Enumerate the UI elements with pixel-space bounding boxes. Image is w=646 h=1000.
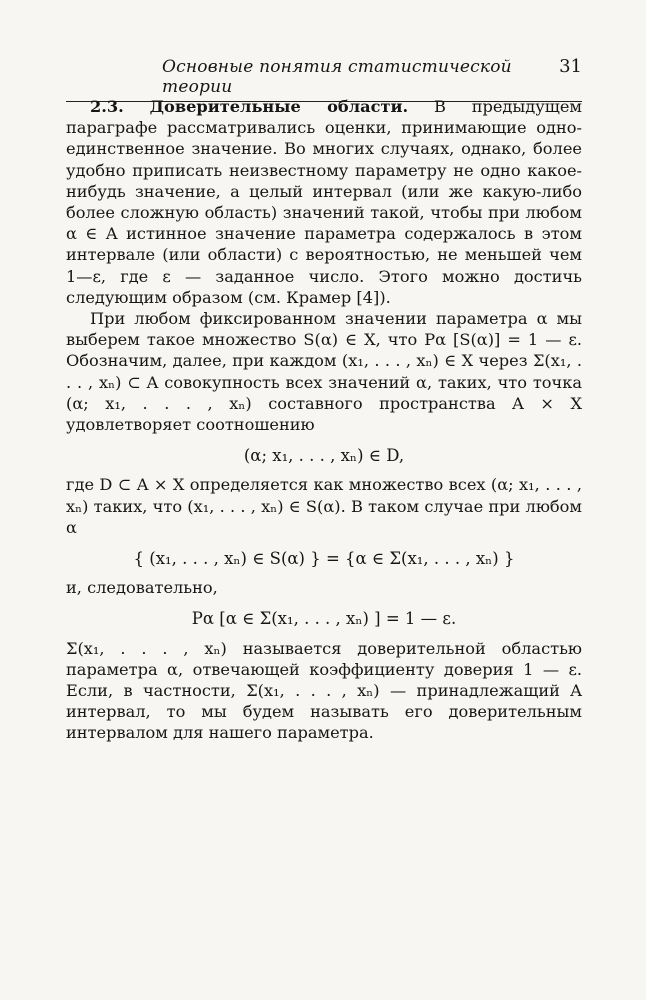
formula-2: { (x₁, . . . , xₙ) ∈ S(α) } = {α ∈ Σ(x₁, . . . , xₙ) } bbox=[133, 549, 515, 569]
page-number: 31 bbox=[559, 56, 582, 77]
paragraph-text: В предыдущем параграфе рассматривались оценки, принимающие одно-единственное значение. Во многих случаях, однако, более удобно приписать неизвестному параметру не одно какое-нибудь значение, а целый интервал (или же какую-либо более сложную область) значений такой, чтобы при любом α ∈ A истинное значение параметра содержалось в этом интервале (или области) с вероятностью, не меньшей чем 1—ε, где ε — заданное число. Этого можно достичь следующим образом (см. Крамер [4]). bbox=[66, 97, 582, 307]
formula-3: Pα [α ∈ Σ(x₁, . . . , xₙ) ] = 1 — ε. bbox=[191, 609, 457, 629]
paragraph-section-intro bbox=[66, 96, 582, 308]
paragraph-4: и, следовательно, bbox=[66, 578, 218, 598]
paragraph-2: При любом фиксированном значении параметра α мы выберем такое множество S(α) ∈ X, что Pα [S(α)] = 1 — ε. Обозначим, далее, при каждом (x₁, . . . , xₙ) ∈ X через Σ(x₁, . . . , xₙ) ⊂ A совокупность всех значений α, таких, что точка (α; x₁, . . . , xₙ) составного пространства A × X удовлетворяет соотношению bbox=[66, 309, 582, 435]
section-title: Доверительные области. bbox=[149, 97, 409, 116]
formula-1: (α; x₁, . . . , xₙ) ∈ D, bbox=[243, 446, 405, 466]
paragraph-5: Σ(x₁, . . . , xₙ) называется доверительной областью параметра α, отвечающей коэффициенту доверия 1 — ε. Если, в частности, Σ(x₁, . . . , xₙ) — принадлежащий A интервал, то мы будем называть его доверительным интервалом для нашего параметра. bbox=[66, 638, 582, 743]
paragraph-3: где D ⊂ A × X определяется как множество всех (α; x₁, . . . , xₙ) таких, что (x₁, . . . , xₙ) ∈ S(α). В таком случае при любом α bbox=[66, 475, 582, 537]
section-number: 2.3. bbox=[90, 97, 124, 116]
running-title: Основные понятия статистической теории bbox=[162, 57, 512, 97]
page-body bbox=[66, 96, 582, 744]
